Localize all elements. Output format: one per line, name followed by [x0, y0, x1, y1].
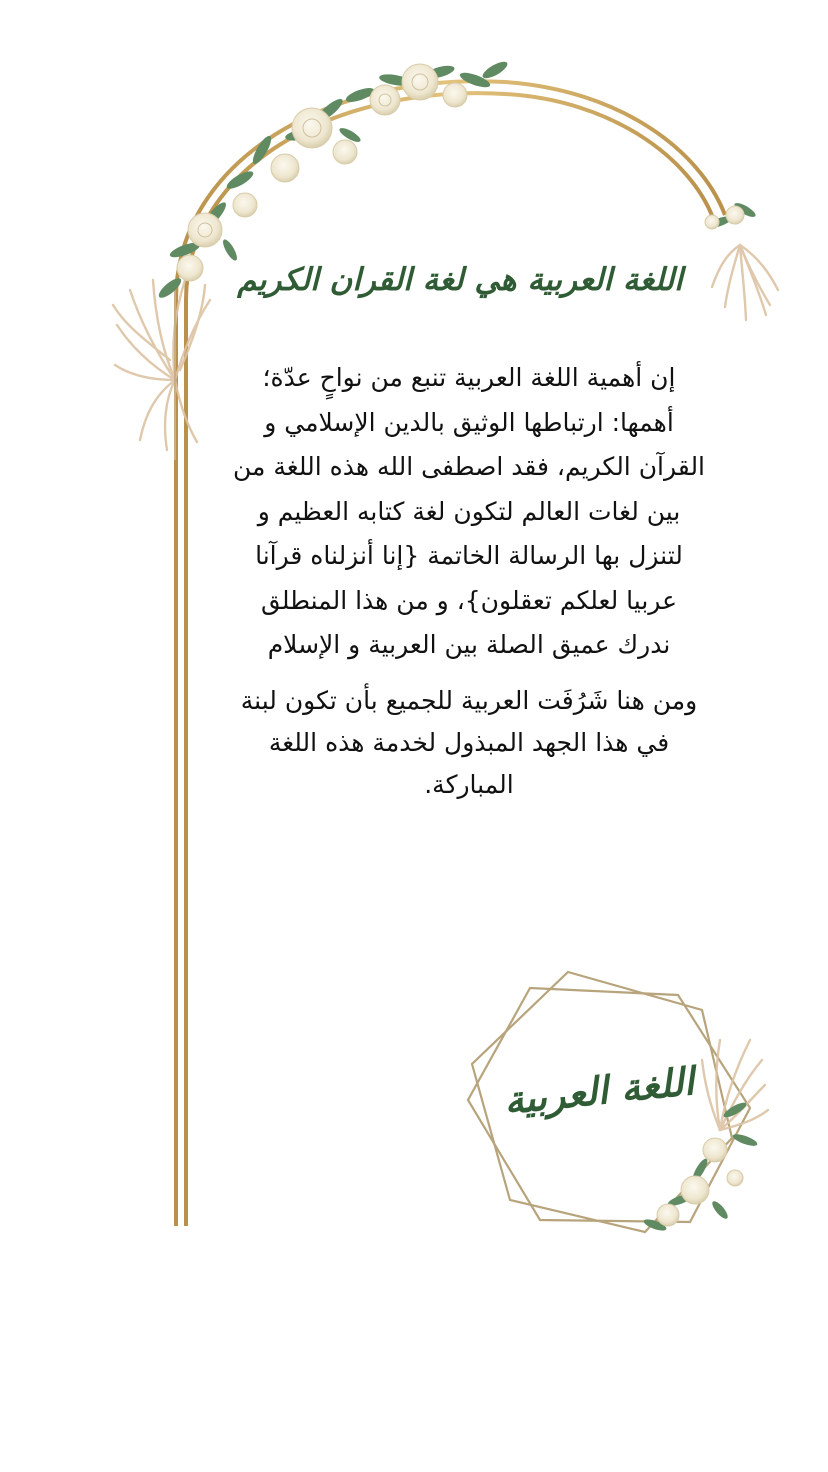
white-rose-icon	[177, 64, 744, 281]
white-rose-icon	[657, 1138, 743, 1226]
pampas-grass-icon	[712, 245, 778, 320]
body-text	[232, 356, 706, 806]
paragraph-1: إن أهمية اللغة العربية تنبع من نواحٍ عدّة؛ أهمها: ارتباطها الوثيق بالدين الإسلامي و القرآن الكريم، فقد اصطفى الله هذه اللغة من بين لغات العالم لتكون لغة كتابه العظيم و لتنزل بها الرسالة الخاتمة {إنا أنزلناه قرآنا عربيا لعلكم تعقلون}، و من هذا المنطلق ندرك عميق الصلة بين العربية و الإسلام	[232, 363, 706, 659]
page-title: اللغة العربية هي لغة القران الكريم	[237, 262, 683, 298]
paragraph-2: ومن هنا شَرُفَت العربية للجميع بأن تكون لبنة في هذا الجهد المبذول لخدمة هذه اللغة المباركة.	[240, 685, 698, 799]
pampas-grass-icon	[113, 280, 210, 460]
badge-text: اللغة العربية	[501, 1058, 697, 1123]
